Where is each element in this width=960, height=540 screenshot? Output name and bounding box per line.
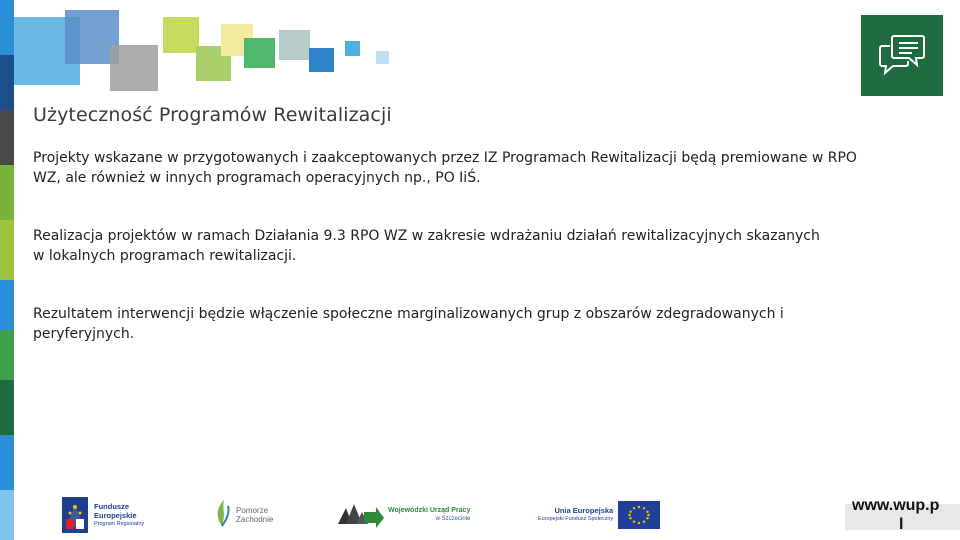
pomorze-zachodnie-logo xyxy=(212,494,282,536)
strip-segment xyxy=(0,55,14,110)
fundusze-europejskie-logo xyxy=(62,494,162,536)
ue-line: Unia Europejska xyxy=(554,506,614,515)
strip-segment xyxy=(0,490,14,540)
pz-line: Zachodnie xyxy=(236,515,274,524)
paragraph-2 xyxy=(33,226,903,266)
strip-segment xyxy=(0,165,14,220)
wup-subline: w Szczecinie xyxy=(435,516,471,522)
paragraph-line: w lokalnych programach rewitalizacji. xyxy=(33,248,297,264)
strip-segment xyxy=(0,0,14,55)
left-color-strip xyxy=(0,0,14,540)
fe-emblem-icon xyxy=(62,497,88,533)
fe-line: Europejskie xyxy=(94,510,137,520)
chat-icon-box xyxy=(861,15,943,96)
decor-square xyxy=(345,41,360,56)
strip-segment xyxy=(0,110,14,165)
fe-label xyxy=(94,502,144,529)
pz-label xyxy=(236,506,273,524)
paragraph-1 xyxy=(33,148,903,188)
slide-title: Użyteczność Programów Rewitalizacji xyxy=(33,104,392,126)
strip-segment xyxy=(0,220,14,280)
paragraph-line: WZ, ale również w innych programach operacyjnych np., PO IiŚ. xyxy=(33,170,481,186)
paragraph-line: Projekty wskazane w przygotowanych i zaakceptowanych przez IZ Programach Rewitalizacji będą premiowane w RPO xyxy=(33,150,857,166)
fe-subline: Program Regionalny xyxy=(94,520,145,527)
leaf-icon xyxy=(212,498,232,533)
paragraph-line: peryferyjnych. xyxy=(33,326,135,342)
website-link[interactable]: www.wup.p xyxy=(852,497,940,514)
fe-line: Fundusze xyxy=(94,501,129,511)
paragraph-line: Rezultatem interwencji będzie włączenie społeczne marginalizowanych grup z obszarów zdegradowanych i xyxy=(33,306,784,322)
decor-square xyxy=(376,51,389,64)
decor-square xyxy=(279,30,310,60)
website-link-wrap[interactable]: l xyxy=(899,516,904,533)
decor-square xyxy=(110,45,158,91)
decor-square xyxy=(244,38,275,68)
paragraph-3 xyxy=(33,304,903,344)
wup-label xyxy=(388,506,470,524)
strip-segment xyxy=(0,380,14,435)
chat-bubbles-icon xyxy=(876,30,928,81)
ue-subline: Europejski Fundusz Społeczny xyxy=(538,516,614,522)
ue-label xyxy=(538,506,613,524)
decor-square xyxy=(163,17,199,53)
strip-segment xyxy=(0,435,14,490)
paragraph-line: Realizacja projektów w ramach Działania 9.3 RPO WZ w zakresie wdrażaniu działań rewitalizacyjnych skazanych xyxy=(33,228,820,244)
strip-segment xyxy=(0,330,14,380)
pz-line: Pomorze xyxy=(236,506,269,515)
decor-square xyxy=(309,48,334,72)
wup-line: Wojewódzki Urząd Pracy xyxy=(388,507,471,514)
strip-segment xyxy=(0,280,14,330)
wup-logo xyxy=(336,494,486,536)
eu-flag-icon xyxy=(618,501,660,529)
unia-europejska-logo xyxy=(538,494,678,536)
wup-emblem-icon xyxy=(336,498,384,533)
